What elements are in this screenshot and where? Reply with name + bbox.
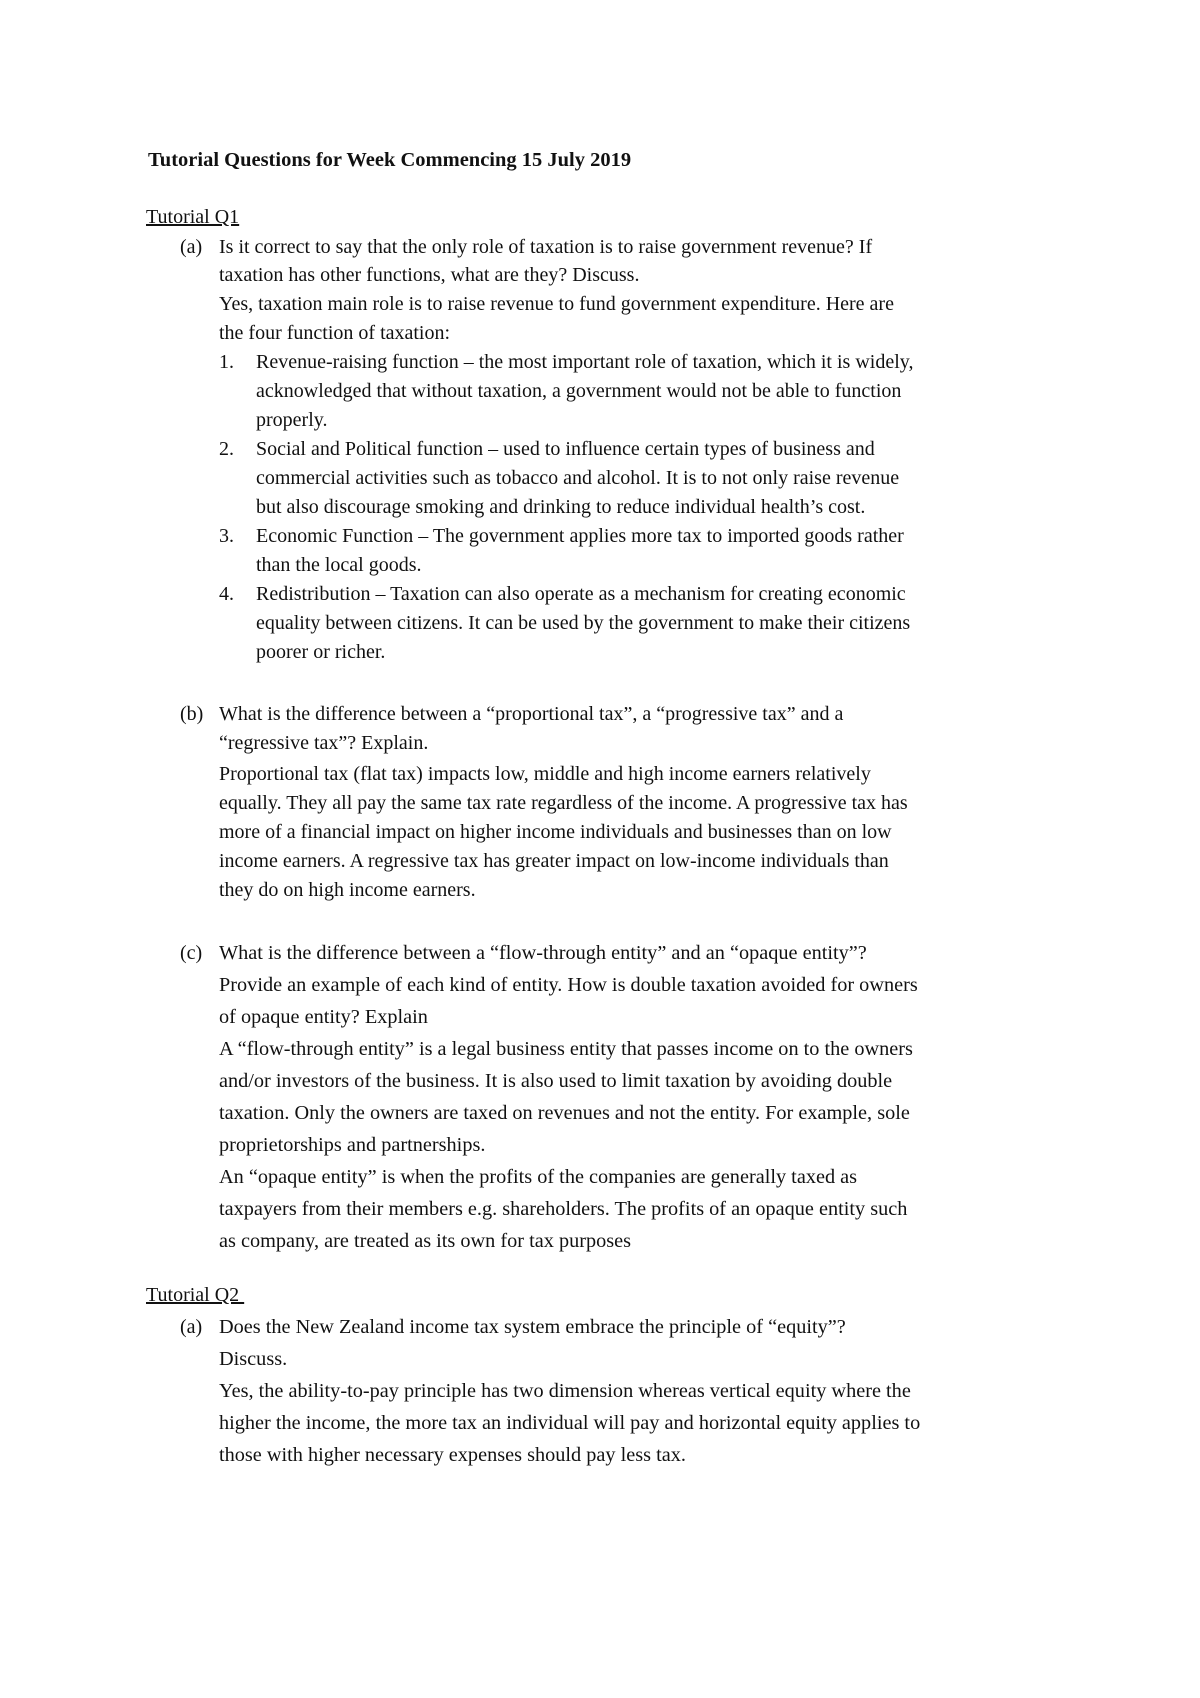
function-text-line: equality between citizens. It can be used by the government to make their citizens [256,612,911,634]
function-text-line: Redistribution – Taxation can also operate as a mechanism for creating economic [256,583,906,605]
answer-text-line: the four function of taxation: [219,322,451,344]
function-text-line: commercial activities such as tobacco and alcohol. It is to not only raise revenue [256,467,900,489]
function-text-line: Revenue-raising function – the most important role of taxation, which it is widely, [256,351,914,373]
function-text-line: but also discourage smoking and drinking to reduce individual health’s cost. [256,496,866,518]
question-text-line: What is the difference between a “proportional tax”, a “progressive tax” and a [219,703,844,725]
answer-text-line: taxpayers from their members e.g. shareholders. The profits of an opaque entity such [219,1198,908,1220]
question-text-line: Discuss. [219,1348,288,1370]
function-number-4: 4. [219,583,234,605]
answer-text-line: income earners. A regressive tax has greater impact on low-income individuals than [219,850,889,872]
function-text-line: than the local goods. [256,554,422,576]
question-text-line: Provide an example of each kind of entity. How is double taxation avoided for owners [219,974,918,996]
answer-text-line: they do on high income earners. [219,879,476,901]
function-number-2: 2. [219,438,234,460]
answer-text-line: Proportional tax (flat tax) impacts low, middle and high income earners relatively [219,763,871,785]
answer-text-line: Yes, the ability-to-pay principle has two dimension whereas vertical equity where the [219,1380,911,1402]
function-text-line: Social and Political function – used to influence certain types of business and [256,438,875,460]
answer-text-line: proprietorships and partnerships. [219,1134,486,1156]
answer-text-line: more of a financial impact on higher income individuals and businesses than on low [219,821,892,843]
function-number-3: 3. [219,525,234,547]
section-heading-q2: Tutorial Q2 [146,1284,245,1306]
question-text-line: “regressive tax”? Explain. [219,732,429,754]
question-text-line: Is it correct to say that the only role of taxation is to raise government revenue? If [219,236,873,258]
answer-text-line: those with higher necessary expenses should pay less tax. [219,1444,686,1466]
document-title: Tutorial Questions for Week Commencing 15 July 2019 [148,149,632,171]
question-text-line: What is the difference between a “flow-through entity” and an “opaque entity”? [219,942,867,964]
question-marker-q1a: (a) [180,236,203,258]
question-text-line: taxation has other functions, what are they? Discuss. [219,264,640,286]
section-heading-q1: Tutorial Q1 [146,206,240,228]
question-marker-q1c: (c) [180,942,203,964]
function-number-1: 1. [219,351,234,373]
answer-text-line: taxation. Only the owners are taxed on revenues and not the entity. For example, sole [219,1102,910,1124]
answer-text-line: An “opaque entity” is when the profits of the companies are generally taxed as [219,1166,858,1188]
answer-text-line: as company, are treated as its own for tax purposes [219,1230,632,1252]
answer-text-line: A “flow-through entity” is a legal business entity that passes income on to the owners [219,1038,913,1060]
question-marker-q1b: (b) [180,703,204,725]
answer-text-line: higher the income, the more tax an individual will pay and horizontal equity applies to [219,1412,921,1434]
function-text-line: properly. [256,409,328,431]
answer-text-line: and/or investors of the business. It is also used to limit taxation by avoiding double [219,1070,893,1092]
answer-text-line: equally. They all pay the same tax rate regardless of the income. A progressive tax has [219,792,908,814]
function-text-line: poorer or richer. [256,641,386,663]
question-text-line: Does the New Zealand income tax system embrace the principle of “equity”? [219,1316,846,1338]
answer-text-line: Yes, taxation main role is to raise revenue to fund government expenditure. Here are [219,293,894,315]
function-text-line: Economic Function – The government applies more tax to imported goods rather [256,525,904,547]
function-text-line: acknowledged that without taxation, a government would not be able to function [256,380,902,402]
question-text-line: of opaque entity? Explain [219,1006,428,1028]
question-marker-q2a: (a) [180,1316,203,1338]
